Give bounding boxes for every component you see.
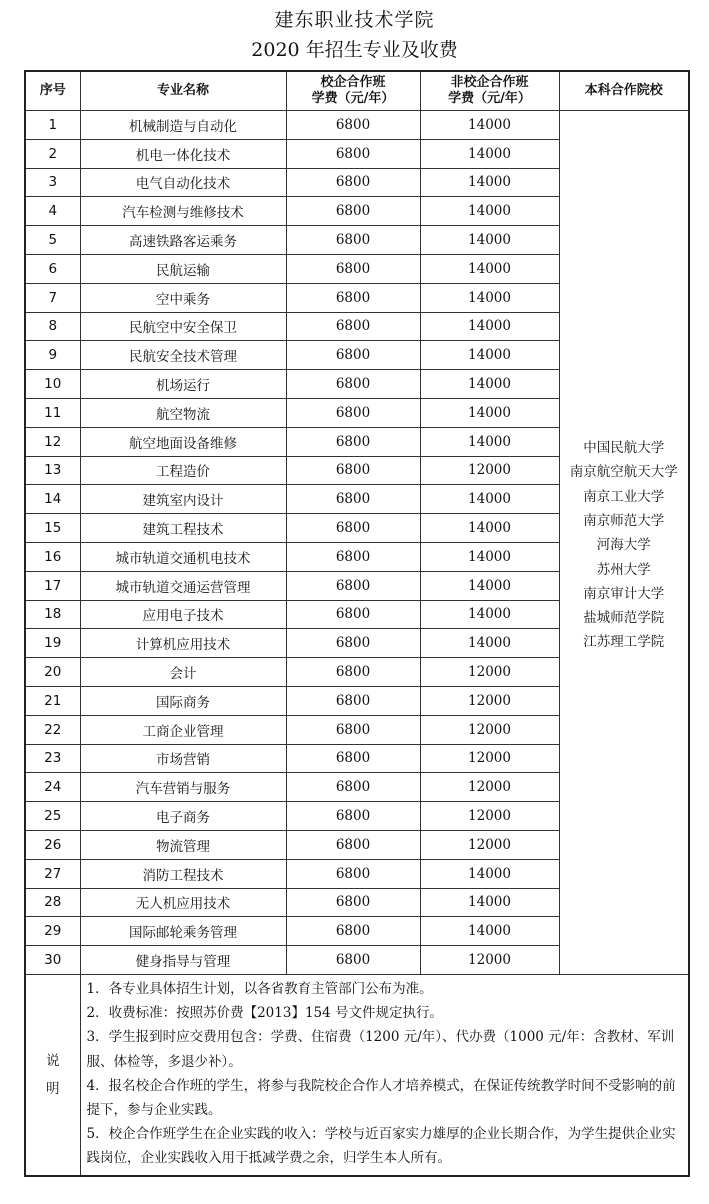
coop-fee-cell: 6800 bbox=[286, 139, 420, 168]
notes-label bbox=[25, 974, 80, 1175]
partner-universities-cell bbox=[559, 111, 689, 975]
row-number-cell: 15 bbox=[25, 514, 80, 543]
header-coop-fee-line2: 学费（元/年） bbox=[311, 91, 395, 106]
major-name-cell: 高速铁路客运乘务 bbox=[80, 226, 286, 255]
row-number-cell: 19 bbox=[25, 629, 80, 658]
major-name-cell: 建筑室内设计 bbox=[80, 485, 286, 514]
coop-fee-cell: 6800 bbox=[286, 456, 420, 485]
row-number-cell: 30 bbox=[25, 946, 80, 975]
document-title: 建东职业技术学院 bbox=[274, 9, 435, 31]
noncoop-fee-cell: 14000 bbox=[420, 600, 559, 629]
noncoop-fee-cell: 14000 bbox=[420, 514, 559, 543]
fee-table-body bbox=[25, 111, 689, 1176]
note-item: 2．收费标准：按照苏价费【2013】154 号文件规定执行。 bbox=[86, 1005, 444, 1022]
row-number-cell: 18 bbox=[25, 600, 80, 629]
major-name-cell: 健身指导与管理 bbox=[80, 946, 286, 975]
note-item: 4．报名校企合作班的学生，将参与我院校企合作人才培养模式，在保证传统教学时间不受影响的前提下，参与企业实践。 bbox=[86, 1077, 676, 1118]
row-number-cell: 4 bbox=[25, 197, 80, 226]
row-number-cell: 17 bbox=[25, 571, 80, 600]
row-number-cell: 26 bbox=[25, 830, 80, 859]
partner-university: 中国民航大学 bbox=[583, 440, 665, 457]
major-name-cell: 汽车营销与服务 bbox=[80, 773, 286, 802]
row-number-cell: 24 bbox=[25, 773, 80, 802]
noncoop-fee-cell: 14000 bbox=[420, 571, 559, 600]
coop-fee-cell: 6800 bbox=[286, 542, 420, 571]
partner-university: 江苏理工学院 bbox=[583, 634, 665, 651]
row-number-cell: 2 bbox=[25, 139, 80, 168]
row-number-cell: 3 bbox=[25, 168, 80, 197]
noncoop-fee-cell: 14000 bbox=[420, 427, 559, 456]
noncoop-fee-cell: 14000 bbox=[420, 888, 559, 917]
row-number-cell: 28 bbox=[25, 888, 80, 917]
noncoop-fee-cell: 12000 bbox=[420, 802, 559, 831]
coop-fee-cell: 6800 bbox=[286, 859, 420, 888]
noncoop-fee-cell: 14000 bbox=[420, 370, 559, 399]
partner-university: 盐城师范学院 bbox=[583, 610, 665, 627]
major-name-cell: 工商企业管理 bbox=[80, 715, 286, 744]
table-row bbox=[25, 111, 689, 140]
row-number-cell: 20 bbox=[25, 658, 80, 687]
partner-university: 南京审计大学 bbox=[583, 585, 665, 602]
row-number-cell: 5 bbox=[25, 226, 80, 255]
coop-fee-cell: 6800 bbox=[286, 946, 420, 975]
noncoop-fee-cell: 14000 bbox=[420, 111, 559, 140]
notes-row bbox=[25, 974, 689, 1175]
row-number-cell: 16 bbox=[25, 542, 80, 571]
coop-fee-cell: 6800 bbox=[286, 629, 420, 658]
header-noncoop-fee-line1: 非校企合作班 bbox=[450, 75, 529, 90]
coop-fee-cell: 6800 bbox=[286, 226, 420, 255]
noncoop-fee-cell: 14000 bbox=[420, 859, 559, 888]
partner-university: 南京航空航天大学 bbox=[569, 464, 678, 481]
major-name-cell: 国际商务 bbox=[80, 686, 286, 715]
noncoop-fee-cell: 12000 bbox=[420, 744, 559, 773]
major-name-cell: 无人机应用技术 bbox=[80, 888, 286, 917]
major-name-cell: 物流管理 bbox=[80, 830, 286, 859]
header-noncoop-fee bbox=[420, 71, 559, 111]
noncoop-fee-cell: 12000 bbox=[420, 715, 559, 744]
coop-fee-cell: 6800 bbox=[286, 744, 420, 773]
coop-fee-cell: 6800 bbox=[286, 888, 420, 917]
major-name-cell: 机电一体化技术 bbox=[80, 139, 286, 168]
noncoop-fee-cell: 14000 bbox=[420, 485, 559, 514]
noncoop-fee-cell: 12000 bbox=[420, 456, 559, 485]
major-name-cell: 机场运行 bbox=[80, 370, 286, 399]
header-seq: 序号 bbox=[25, 71, 80, 111]
noncoop-fee-cell: 12000 bbox=[420, 946, 559, 975]
coop-fee-cell: 6800 bbox=[286, 802, 420, 831]
row-number-cell: 1 bbox=[25, 111, 80, 140]
row-number-cell: 13 bbox=[25, 456, 80, 485]
coop-fee-cell: 6800 bbox=[286, 514, 420, 543]
coop-fee-cell: 6800 bbox=[286, 283, 420, 312]
coop-fee-cell: 6800 bbox=[286, 485, 420, 514]
row-number-cell: 8 bbox=[25, 312, 80, 341]
coop-fee-cell: 6800 bbox=[286, 600, 420, 629]
header-major: 专业名称 bbox=[80, 71, 286, 111]
coop-fee-cell: 6800 bbox=[286, 686, 420, 715]
row-number-cell: 27 bbox=[25, 859, 80, 888]
noncoop-fee-cell: 12000 bbox=[420, 686, 559, 715]
noncoop-fee-cell: 12000 bbox=[420, 773, 559, 802]
fee-table bbox=[24, 70, 690, 1177]
noncoop-fee-cell: 14000 bbox=[420, 226, 559, 255]
major-name-cell: 机械制造与自动化 bbox=[80, 111, 286, 140]
major-name-cell: 空中乘务 bbox=[80, 283, 286, 312]
row-number-cell: 7 bbox=[25, 283, 80, 312]
coop-fee-cell: 6800 bbox=[286, 312, 420, 341]
partner-university: 南京师范大学 bbox=[583, 513, 665, 529]
coop-fee-cell: 6800 bbox=[286, 197, 420, 226]
major-name-cell: 城市轨道交通机电技术 bbox=[80, 542, 286, 571]
coop-fee-cell: 6800 bbox=[286, 341, 420, 370]
major-name-cell: 城市轨道交通运营管理 bbox=[80, 571, 286, 600]
major-name-cell: 汽车检测与维修技术 bbox=[80, 197, 286, 226]
noncoop-fee-cell: 14000 bbox=[420, 254, 559, 283]
row-number-cell: 9 bbox=[25, 341, 80, 370]
major-name-cell: 民航空中安全保卫 bbox=[80, 312, 286, 341]
major-name-cell: 计算机应用技术 bbox=[80, 629, 286, 658]
row-number-cell: 14 bbox=[25, 485, 80, 514]
major-name-cell: 市场营销 bbox=[80, 744, 286, 773]
header-coop-fee bbox=[286, 71, 420, 111]
major-name-cell: 民航安全技术管理 bbox=[80, 341, 286, 370]
coop-fee-cell: 6800 bbox=[286, 658, 420, 687]
coop-fee-cell: 6800 bbox=[286, 254, 420, 283]
major-name-cell: 航空物流 bbox=[80, 398, 286, 427]
note-item: 3．学生报到时应交费用包含：学费、住宿费（1200 元/年）、代办费（1000 元/年：含教材、军训服、体检等，多退少补）。 bbox=[86, 1029, 675, 1070]
noncoop-fee-cell: 14000 bbox=[420, 197, 559, 226]
noncoop-fee-cell: 14000 bbox=[420, 312, 559, 341]
major-name-cell: 电子商务 bbox=[80, 802, 286, 831]
noncoop-fee-cell: 14000 bbox=[420, 168, 559, 197]
note-item: 1．各专业具体招生计划，以各省教育主管部门公布为准。 bbox=[86, 980, 433, 997]
notes-label-char: 说 bbox=[46, 1052, 60, 1069]
row-number-cell: 29 bbox=[25, 917, 80, 946]
note-item: 5．校企合作班学生在企业实践的收入：学校与近百家实力雄厚的企业长期合作，为学生提供企业实践岗位，企业实践收入用于抵减学费之余，归学生本人所有。 bbox=[86, 1126, 676, 1167]
noncoop-fee-cell: 14000 bbox=[420, 542, 559, 571]
coop-fee-cell: 6800 bbox=[286, 830, 420, 859]
major-name-cell: 消防工程技术 bbox=[80, 859, 286, 888]
coop-fee-cell: 6800 bbox=[286, 917, 420, 946]
notes-content bbox=[80, 974, 689, 1175]
noncoop-fee-cell: 12000 bbox=[420, 830, 559, 859]
row-number-cell: 11 bbox=[25, 398, 80, 427]
row-number-cell: 23 bbox=[25, 744, 80, 773]
coop-fee-cell: 6800 bbox=[286, 427, 420, 456]
coop-fee-cell: 6800 bbox=[286, 370, 420, 399]
partner-university: 河海大学 bbox=[596, 537, 651, 554]
noncoop-fee-cell: 14000 bbox=[420, 283, 559, 312]
noncoop-fee-cell: 14000 bbox=[420, 917, 559, 946]
major-name-cell: 会计 bbox=[80, 658, 286, 687]
partner-university: 南京工业大学 bbox=[583, 488, 665, 505]
coop-fee-cell: 6800 bbox=[286, 571, 420, 600]
coop-fee-cell: 6800 bbox=[286, 398, 420, 427]
table-header-row bbox=[25, 71, 689, 111]
partner-university: 苏州大学 bbox=[596, 561, 651, 578]
major-name-cell: 应用电子技术 bbox=[80, 600, 286, 629]
row-number-cell: 12 bbox=[25, 427, 80, 456]
noncoop-fee-cell: 14000 bbox=[420, 341, 559, 370]
major-name-cell: 工程造价 bbox=[80, 456, 286, 485]
header-partners: 本科合作院校 bbox=[559, 71, 689, 111]
notes-label-char: 明 bbox=[46, 1080, 60, 1097]
noncoop-fee-cell: 14000 bbox=[420, 629, 559, 658]
coop-fee-cell: 6800 bbox=[286, 111, 420, 140]
coop-fee-cell: 6800 bbox=[286, 773, 420, 802]
major-name-cell: 电气自动化技术 bbox=[80, 168, 286, 197]
major-name-cell: 航空地面设备维修 bbox=[80, 427, 286, 456]
major-name-cell: 国际邮轮乘务管理 bbox=[80, 917, 286, 946]
header-coop-fee-line1: 校企合作班 bbox=[320, 75, 386, 90]
row-number-cell: 25 bbox=[25, 802, 80, 831]
coop-fee-cell: 6800 bbox=[286, 168, 420, 197]
major-name-cell: 民航运输 bbox=[80, 254, 286, 283]
noncoop-fee-cell: 14000 bbox=[420, 398, 559, 427]
document-subtitle: 2020 年招生专业及收费 bbox=[251, 39, 458, 61]
header-noncoop-fee-line2: 学费（元/年） bbox=[448, 91, 531, 106]
row-number-cell: 21 bbox=[25, 686, 80, 715]
row-number-cell: 10 bbox=[25, 370, 80, 399]
major-name-cell: 建筑工程技术 bbox=[80, 514, 286, 543]
noncoop-fee-cell: 14000 bbox=[420, 139, 559, 168]
noncoop-fee-cell: 12000 bbox=[420, 658, 559, 687]
coop-fee-cell: 6800 bbox=[286, 715, 420, 744]
row-number-cell: 22 bbox=[25, 715, 80, 744]
row-number-cell: 6 bbox=[25, 254, 80, 283]
